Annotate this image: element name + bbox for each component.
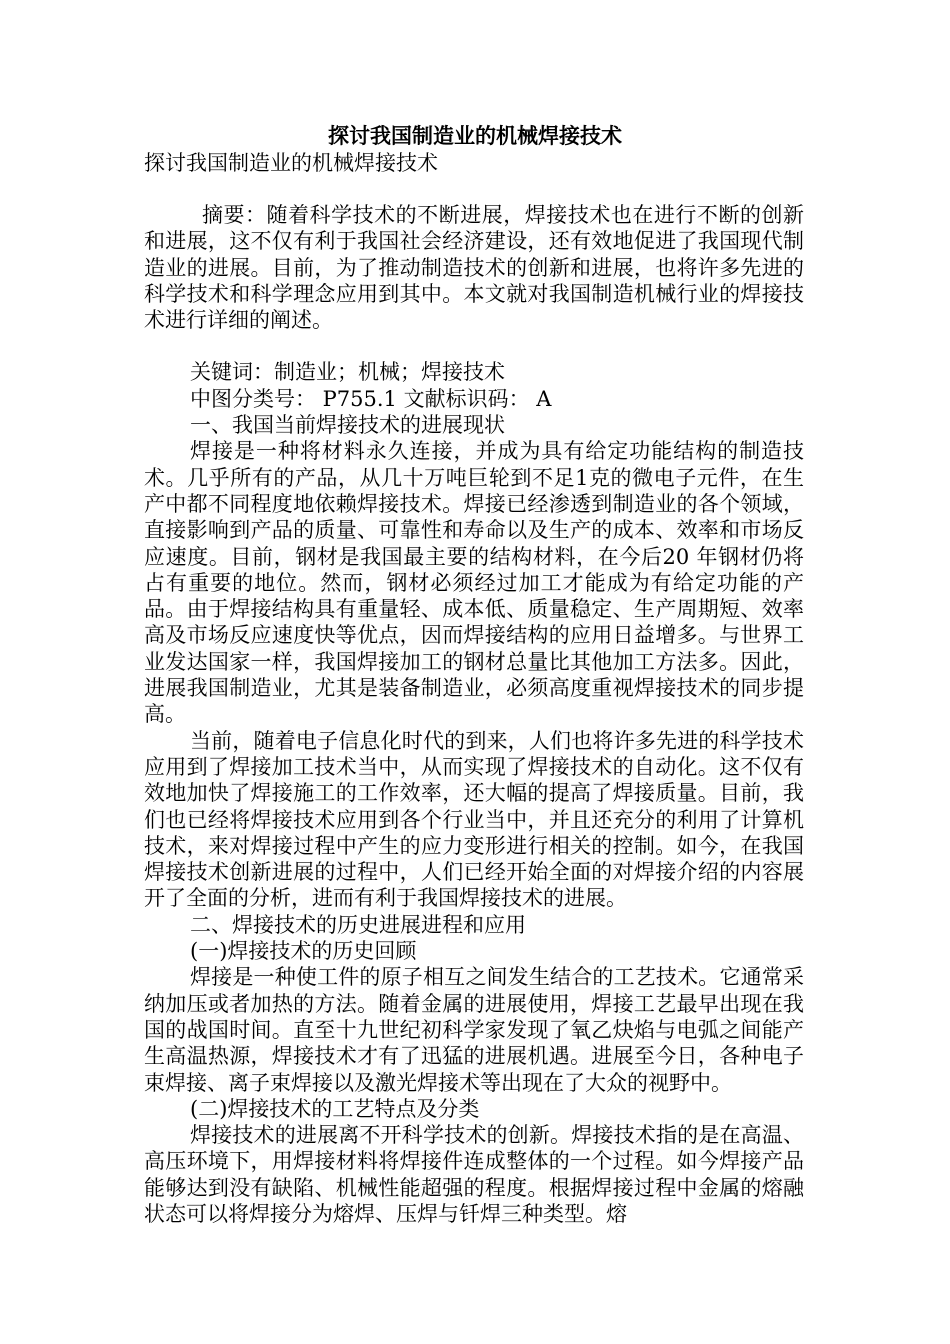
spacer <box>144 333 804 359</box>
body-paragraph: 焊接是一种将材料永久连接，并成为具有给定功能结构的制造技术。几乎所有的产品，从几十万吨巨轮到不足1克的微电子元件，在生产中都不同程度地依赖焊接技术。焊接已经渗透到制造业的各个领域，直接影响到产品的质量、可靠性和寿命以及生产的成本、效率和市场反应速度。目前，钢材是我国最主要的结构材料，在今后20 年钢材仍将占有重要的地位。然而，钢材必须经过加工才能成为有给定功能的产品。由于焊接结构具有重量轻、成本低、质量稳定、生产周期短、效率高及市场反应速度快等优点，因而焊接结构的应用日益增多。与世界工业发达国家一样，我国焊接加工的钢材总量比其他加工方法多。因此，进展我国制造业，尤其是装备制造业，必须高度重视焊接技术的同步提高。 <box>144 439 804 727</box>
body-paragraph: 焊接技术的进展离不开科学技术的创新。焊接技术指的是在高温、高压环境下，用焊接材料将焊接件连成整体的一个过程。如今焊接产品能够达到没有缺陷、机械性能超强的程度。根据焊接过程中金属的熔融状态可以将焊接分为熔焊、压焊与钎焊三种类型。熔 <box>144 1123 804 1226</box>
subsection-heading: (二)焊接技术的工艺特点及分类 <box>190 1096 480 1121</box>
keywords-line: 关键词：制造业；机械；焊接技术 <box>190 360 505 385</box>
section-heading: 二、焊接技术的历史进展进程和应用 <box>190 912 526 937</box>
document-title: 探讨我国制造业的机械焊接技术 <box>328 123 622 148</box>
document-body <box>144 202 804 1227</box>
body-paragraph: 焊接是一种使工件的原子相互之间发生结合的工艺技术。它通常采纳加压或者加热的方法。随着金属的进展使用，焊接工艺最早出现在我国的战国时间。直至十九世纪初科学家发现了氧乙炔焰与电弧之间能产生高温热源，焊接技术才有了迅猛的进展机遇。进展至今日，各种电子束焊接、离子束焊接以及激光焊接术等出现在了大众的视野中。 <box>144 965 804 1095</box>
subsection-heading: (一)焊接技术的历史回顾 <box>190 939 417 964</box>
body-paragraph: 当前，随着电子信息化时代的到来，人们也将许多先进的科学技术应用到了焊接加工技术当中，从而实现了焊接技术的自动化。这不仅有效地加快了焊接施工的工作效率，还大幅的提高了焊接质量。目前，我们也已经将焊接技术应用到各个行业当中，并且还充分的利用了计算机技术，来对焊接过程中产生的应力变形进行相关的控制。如今，在我国焊接技术创新进展的过程中，人们已经开始全面的对焊接介绍的内容展开了全面的分析，进而有利于我国焊接技术的进展。 <box>144 728 804 911</box>
classification-line: 中图分类号： P755.1 文献标识码： A <box>190 386 552 411</box>
abstract-paragraph: 摘要：随着科学技术的不断进展，焊接技术也在进行不断的创新和进展，这不仅有利于我国社会经济建设，还有效地促进了我国现代制造业的进展。目前，为了推动制造技术的创新和进展，也将许多先进的科学技术和科学理念应用到其中。本文就对我国制造机械行业的焊接技术进行详细的阐述。 <box>144 203 804 333</box>
document-subtitle: 探讨我国制造业的机械焊接技术 <box>144 151 438 175</box>
section-heading: 一、我国当前焊接技术的进展现状 <box>190 413 505 438</box>
